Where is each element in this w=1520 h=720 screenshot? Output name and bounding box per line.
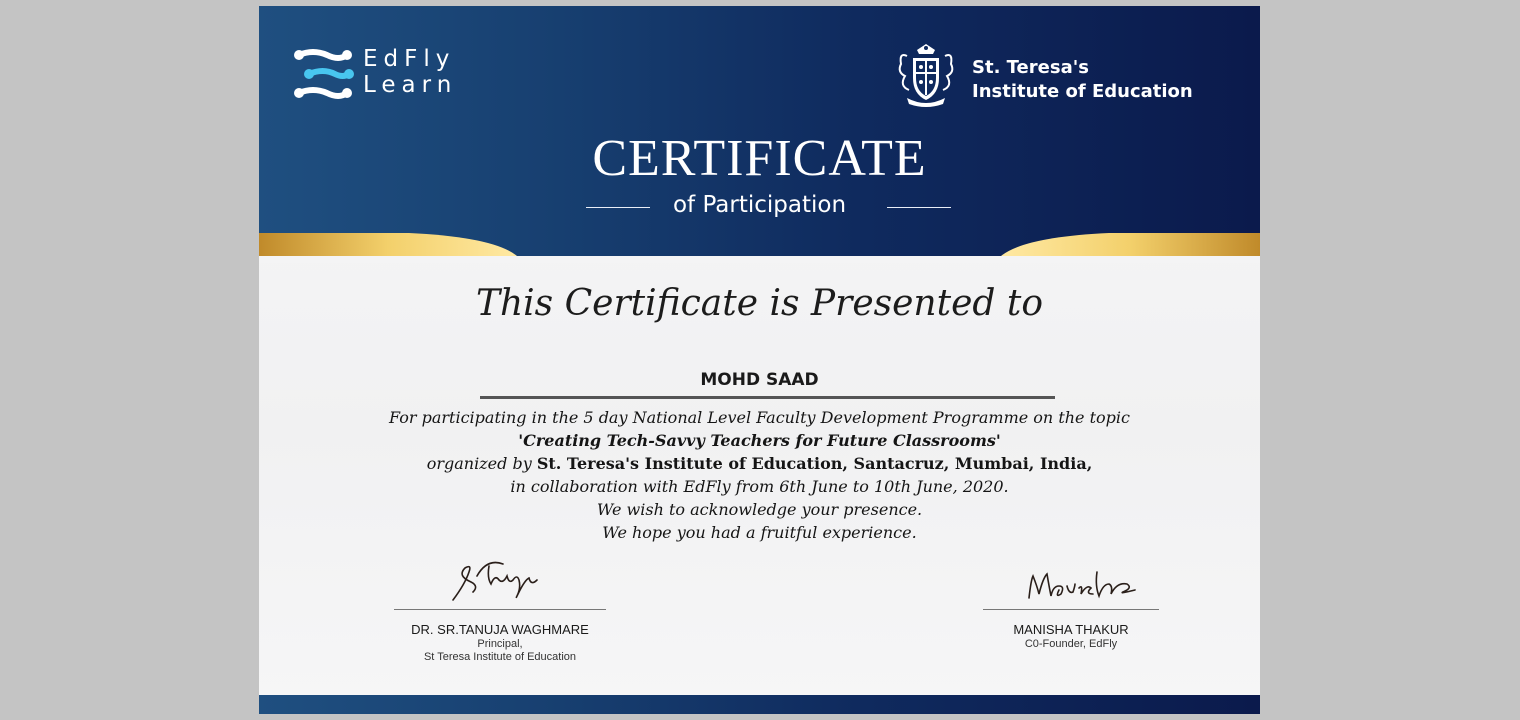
body-line-5: We wish to acknowledge your presence. <box>596 500 923 519</box>
certificate-subtitle: of Participation <box>672 192 847 218</box>
signature-line-right <box>983 609 1159 610</box>
signature-right <box>1023 564 1141 604</box>
gold-ribbon <box>259 233 1260 263</box>
certificate-title: CERTIFICATE <box>592 130 927 187</box>
signature-block-right <box>983 609 1159 651</box>
certificate-footer-band <box>259 695 1260 714</box>
presented-to-heading: This Certificate is Presented to <box>475 283 1044 324</box>
edfly-logo-line2: Learn <box>363 72 458 98</box>
signatory-role-right-1: C0-Founder, EdFly <box>1024 638 1118 650</box>
body-line-3-prefix: organized by <box>426 454 532 473</box>
body-line-1: For participating in the 5 day National Level Faculty Development Programme on the topic <box>389 408 1130 427</box>
institute-name-line2: Institute of Education <box>972 81 1193 102</box>
signatory-name-left: DR. SR.TANUJA WAGHMARE <box>411 622 589 637</box>
body-organizer: St. Teresa's Institute of Education, Santacruz, Mumbai, India, <box>536 454 1093 473</box>
institute-name-line1: St. Teresa's <box>972 57 1089 78</box>
signature-block-left <box>394 609 606 664</box>
signatory-role-left-2: St Teresa Institute of Education <box>423 651 577 663</box>
recipient-underline <box>480 396 1055 399</box>
certificate-body <box>259 406 1260 544</box>
institute-name <box>972 56 1193 104</box>
edfly-logo-line1: EdFly <box>363 46 456 72</box>
signature-left <box>447 554 557 606</box>
body-line-4: in collaboration with EdFly from 6th June to 10th June, 2020. <box>510 477 1009 496</box>
edfly-logo-text <box>363 46 457 98</box>
body-topic: 'Creating Tech-Savvy Teachers for Future Classrooms' <box>518 431 1001 450</box>
body-line-3 <box>259 452 1260 475</box>
certificate-header <box>259 6 1260 256</box>
certificate <box>259 6 1260 714</box>
body-line-6: We hope you had a fruitful experience. <box>602 523 917 542</box>
recipient-name: MOHD SAAD <box>700 370 819 390</box>
signature-line-left <box>394 609 606 610</box>
signatory-role-left-1: Principal, <box>477 638 523 650</box>
signatory-name-right: MANISHA THAKUR <box>1013 622 1129 637</box>
institute-crest-icon <box>895 42 957 108</box>
subtitle-row <box>259 187 1260 223</box>
